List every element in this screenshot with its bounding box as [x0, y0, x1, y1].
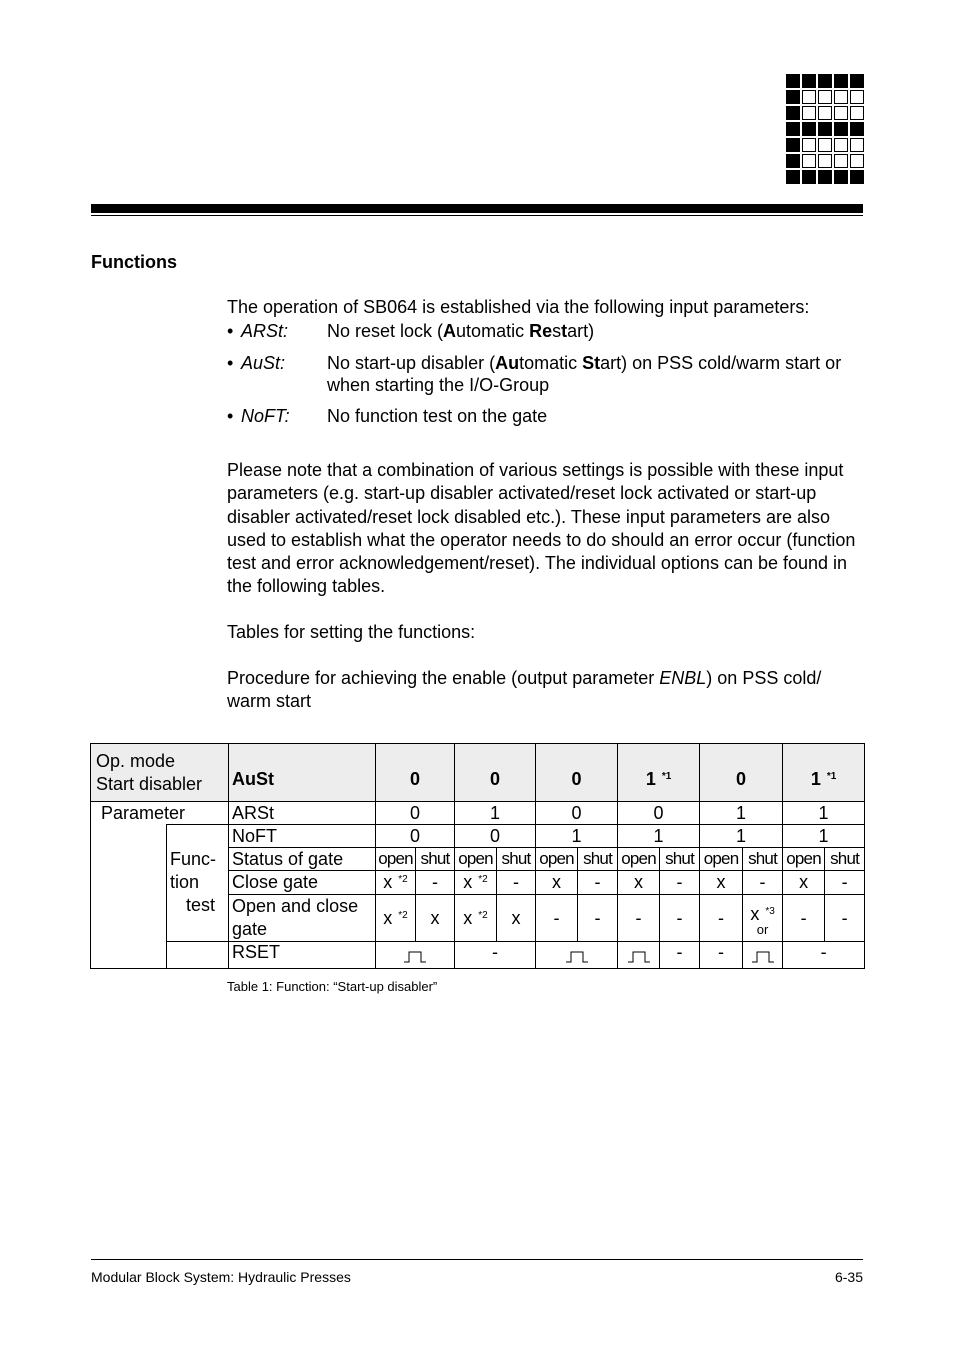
bullet-desc: [327, 352, 867, 396]
open-close-value: x $^{*2}$: [455, 895, 497, 942]
bullet-dot: •: [227, 353, 234, 373]
section-heading: Functions: [91, 252, 177, 272]
logo-cell: [818, 90, 832, 104]
status-shut: shut: [416, 848, 455, 871]
logo-cell: [818, 154, 832, 168]
open-close-label: Open and close gate: [229, 895, 376, 942]
rset-label: RSET: [229, 942, 376, 969]
footer-rule: [91, 1259, 863, 1260]
rset-value: -: [700, 942, 743, 969]
pulse-icon: [566, 951, 588, 963]
aust-value: 0: [700, 744, 783, 802]
logo-cell: [802, 154, 816, 168]
rset-value: -: [455, 942, 536, 969]
logo-cell: [850, 122, 864, 136]
close-gate-value: x: [783, 871, 825, 895]
open-close-value: -: [700, 895, 743, 942]
start-up-disabler-table: [90, 743, 865, 969]
logo-cell: [802, 90, 816, 104]
close-gate-value: -: [578, 871, 618, 895]
open-close-value: -: [660, 895, 700, 942]
arst-value: 1: [455, 802, 536, 825]
logo-cell: [818, 138, 832, 152]
bullet-desc-part: Au: [495, 353, 520, 373]
close-gate-value: -: [660, 871, 700, 895]
logo-cell: [802, 170, 816, 184]
pulse-icon: [628, 951, 650, 963]
logo-cell: [834, 74, 848, 88]
close-gate-value: -: [497, 871, 536, 895]
bullet-desc-part: tomatic: [519, 353, 583, 373]
arst-label: ARSt: [229, 802, 376, 825]
close-gate-value: -: [825, 871, 865, 895]
close-gate-value: -: [416, 871, 455, 895]
arst-value: 0: [376, 802, 455, 825]
header-rule-thin: [91, 215, 863, 216]
tables-paragraph: Tables for setting the functions:: [227, 622, 476, 642]
aust-label: AuSt: [229, 744, 376, 802]
logo-cell: [802, 74, 816, 88]
status-label: Status of gate: [229, 848, 376, 871]
noft-label: NoFT: [229, 825, 376, 848]
logo-cell: [786, 90, 800, 104]
bullet-term: AuSt:: [241, 353, 286, 373]
noft-value: 1: [618, 825, 700, 848]
function-test-label: Func- tion test: [167, 825, 229, 942]
intro-paragraph: The operation of SB064 is established via the following input parameters:: [227, 297, 810, 317]
bullet-desc-part: No start-up disabler (: [327, 353, 496, 373]
close-gate-value: x $^{*2}$: [376, 871, 416, 895]
close-gate-label: Close gate: [229, 871, 376, 895]
open-close-value: -: [783, 895, 825, 942]
bullet-term: NoFT:: [241, 406, 290, 426]
arst-value: 1: [700, 802, 783, 825]
bullet-desc-part: utomatic: [456, 321, 530, 341]
aust-value: 0: [536, 744, 618, 802]
status-shut: shut: [578, 848, 618, 871]
logo-cell: [802, 122, 816, 136]
table-row: [91, 942, 865, 969]
bullet-desc-part: art) on PSS cold/warm start or when starting the I/O-Group: [327, 353, 842, 395]
rset-value: [618, 942, 660, 969]
close-gate-value: x: [700, 871, 743, 895]
logo-cell: [834, 170, 848, 184]
status-open: open: [618, 848, 660, 871]
logo-cell: [850, 138, 864, 152]
bullet-desc-part: No reset lock (: [327, 321, 444, 341]
rset-value: [536, 942, 618, 969]
bullet-desc-part: s: [552, 321, 562, 341]
bullet-desc-part: t: [561, 321, 568, 341]
logo-cell: [786, 170, 800, 184]
close-gate-value: x: [536, 871, 578, 895]
bullet-desc-part: A: [443, 321, 457, 341]
table-row: [91, 825, 865, 848]
noft-value: 1: [783, 825, 865, 848]
open-close-value: x: [416, 895, 455, 942]
bullet-desc-part: art): [567, 321, 595, 341]
header-rule-thick: [91, 204, 863, 213]
logo-cell: [850, 170, 864, 184]
close-gate-value: x: [618, 871, 660, 895]
logo-cell: [850, 154, 864, 168]
aust-value: 0: [455, 744, 536, 802]
rset-value: -: [660, 942, 700, 969]
status-open: open: [376, 848, 416, 871]
logo-cell: [818, 74, 832, 88]
open-close-value: x $^{*3}$ or: [743, 895, 783, 942]
logo-cell: [802, 138, 816, 152]
blank-cell: [91, 825, 167, 969]
bullet-desc: [327, 405, 867, 427]
logo-cell: [850, 74, 864, 88]
open-close-value: x: [497, 895, 536, 942]
status-shut: shut: [825, 848, 865, 871]
page-number: 6-35: [834, 1269, 863, 1285]
logo-cell: [834, 138, 848, 152]
close-gate-value: -: [743, 871, 783, 895]
logo-cell: [818, 122, 832, 136]
or-label: or: [756, 922, 769, 937]
bullet-desc: [327, 320, 867, 342]
logo-cell: [802, 106, 816, 120]
table-caption: Table 1: Function: “Start-up disabler”: [227, 979, 438, 994]
arst-value: 0: [536, 802, 618, 825]
arst-value: 0: [618, 802, 700, 825]
status-open: open: [536, 848, 578, 871]
footer-title: Modular Block System: Hydraulic Presses: [91, 1269, 351, 1285]
open-close-value: x $^{*2}$: [376, 895, 416, 942]
status-open: open: [455, 848, 497, 871]
aust-value: 0: [376, 744, 455, 802]
table-row: [91, 744, 865, 802]
logo-cell: [786, 138, 800, 152]
parameter-label: Parameter: [91, 802, 229, 825]
status-shut: shut: [497, 848, 536, 871]
open-close-value: -: [536, 895, 578, 942]
logo-cell: [834, 90, 848, 104]
table-row: [91, 802, 865, 825]
logo-cell: [850, 106, 864, 120]
logo-cell: [786, 154, 800, 168]
rset-value: [743, 942, 783, 969]
logo-cell: [834, 154, 848, 168]
pulse-icon: [404, 951, 426, 963]
logo-cell: [834, 106, 848, 120]
noft-value: 1: [536, 825, 618, 848]
bullet-desc-part: St: [582, 353, 601, 373]
noft-value: 0: [376, 825, 455, 848]
status-shut: shut: [660, 848, 700, 871]
logo-cell: [786, 74, 800, 88]
logo-cell: [818, 170, 832, 184]
logo-cell: [834, 122, 848, 136]
status-shut: shut: [743, 848, 783, 871]
bullet-desc-part: No function test on the gate: [327, 406, 548, 426]
open-close-value: -: [618, 895, 660, 942]
bullet-term: ARSt:: [241, 321, 289, 341]
arst-value: 1: [783, 802, 865, 825]
status-open: open: [783, 848, 825, 871]
pulse-icon: [752, 951, 774, 963]
logo-cell: [818, 106, 832, 120]
logo-cell: [850, 90, 864, 104]
bullet-desc-part: Re: [529, 321, 553, 341]
open-close-value: -: [578, 895, 618, 942]
note-paragraph: Please note that a combination of various settings is possible with these input parameters (e.g. start-up disabler activated/reset lock activated or start-up disabler activated/reset lock disabled etc.). These input parameters are also used to establish what the operator needs to do should an error occur (function test and error acknowledgement/reset). The individual options can be found in the following tables.: [227, 460, 856, 597]
logo-cell: [786, 122, 800, 136]
procedure-paragraph: Procedure for achieving the enable (output parameter ENBL) on PSS cold/ warm start: [227, 668, 822, 712]
rset-value: [376, 942, 455, 969]
bullet-dot: •: [227, 406, 234, 426]
rset-value: -: [783, 942, 865, 969]
noft-value: 0: [455, 825, 536, 848]
status-open: open: [700, 848, 743, 871]
blank-cell: [167, 942, 229, 969]
logo-cell: [786, 106, 800, 120]
aust-value: 1 $^{*1}$: [618, 744, 700, 802]
noft-value: 1: [700, 825, 783, 848]
close-gate-value: x $^{*2}$: [455, 871, 497, 895]
bullet-dot: •: [227, 321, 234, 341]
opmode-label: Op. mode Start disabler: [91, 744, 229, 802]
brand-logo: [786, 74, 864, 184]
open-close-value: -: [825, 895, 865, 942]
aust-value: 1 $^{*1}$: [783, 744, 865, 802]
